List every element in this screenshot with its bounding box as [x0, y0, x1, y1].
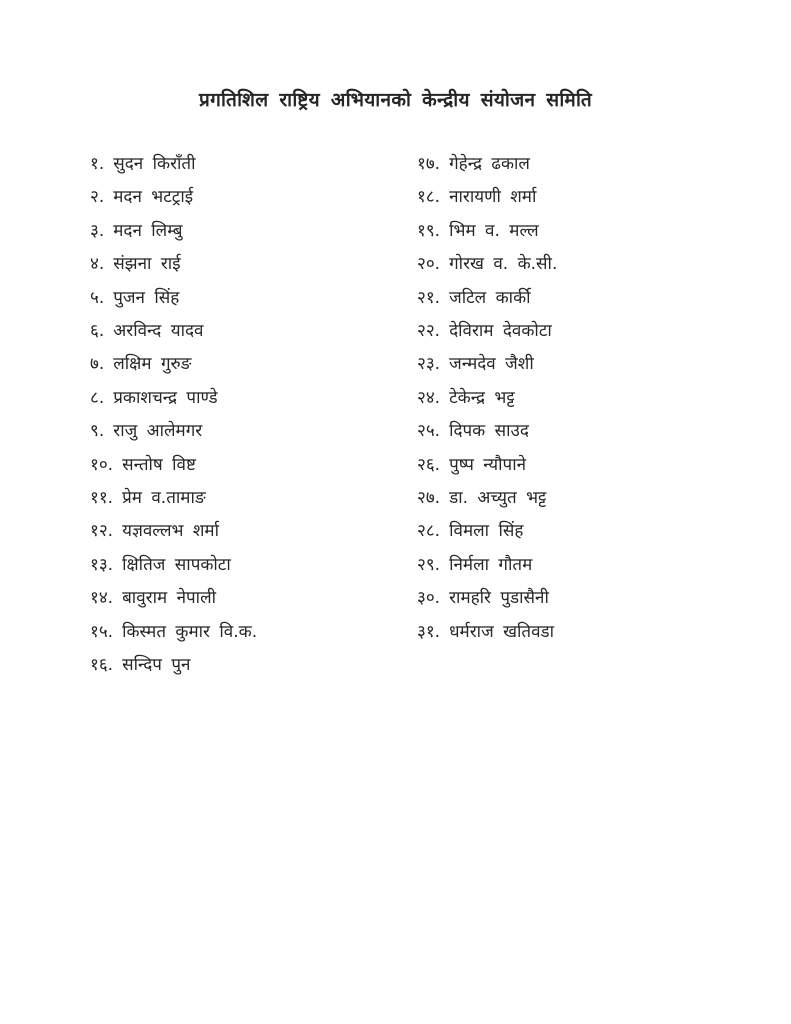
item-number: २९.: [417, 554, 441, 575]
list-item: [417, 616, 791, 649]
item-number: ४.: [90, 254, 105, 275]
item-number: ९.: [90, 421, 105, 442]
item-number: ११.: [90, 488, 114, 509]
member-name: निर्मला गौतम: [449, 554, 533, 575]
member-name: गोरख व. के.सी.: [449, 254, 558, 275]
member-name: बावुराम नेपाली: [122, 588, 217, 609]
member-name: रामहरि पुडासैनी: [449, 588, 549, 609]
member-name: सुदन किराँती: [113, 154, 196, 174]
item-number: १५.: [90, 621, 114, 642]
member-name: जटिल कार्की: [449, 287, 531, 308]
list-item: [417, 449, 791, 482]
member-name: संझना राई: [113, 254, 181, 275]
member-name: मदन भटट्राई: [113, 187, 194, 208]
member-name: देविराम देवकोटा: [449, 321, 552, 342]
member-name: पुजन सिंह: [113, 287, 180, 308]
item-number: ३१.: [417, 621, 441, 642]
member-name: गेहेन्द्र ढकाल: [449, 154, 530, 174]
item-number: २३.: [417, 354, 441, 375]
list-item: [90, 549, 417, 582]
list-item: [417, 282, 791, 315]
list-item: [90, 449, 417, 482]
item-number: १.: [90, 154, 105, 174]
list-item: [90, 315, 417, 348]
item-number: ५.: [90, 287, 105, 308]
item-number: ३०.: [417, 588, 441, 609]
item-number: १८.: [417, 187, 441, 208]
member-name: नारायणी शर्मा: [449, 187, 537, 208]
member-list-right-column: [417, 148, 791, 683]
list-item: [90, 215, 417, 248]
member-name: राजु आलेमगर: [113, 421, 203, 442]
item-number: २७.: [417, 488, 441, 509]
list-item: [90, 148, 417, 181]
member-name: सन्तोष विष्ट: [122, 454, 196, 475]
list-item: [90, 582, 417, 615]
list-item: [90, 415, 417, 448]
list-item: [90, 616, 417, 649]
list-item: [90, 482, 417, 515]
list-item: [417, 148, 791, 181]
item-number: २.: [90, 187, 105, 208]
list-item: [90, 348, 417, 381]
member-name: किस्मत कुमार वि.क.: [122, 621, 258, 642]
member-name: प्रेम व.तामाङ: [122, 488, 206, 509]
item-number: २५.: [417, 421, 441, 442]
item-number: २२.: [417, 321, 441, 342]
member-name: पुष्प न्यौपाने: [449, 454, 527, 475]
list-item: [90, 181, 417, 214]
item-number: १४.: [90, 588, 114, 609]
member-name: विमला सिंह: [449, 521, 524, 542]
list-item: [417, 482, 791, 515]
member-name: धर्मराज खतिवडा: [449, 621, 555, 642]
member-list: [0, 148, 791, 683]
list-item: [90, 515, 417, 548]
item-number: २८.: [417, 521, 441, 542]
list-item: [417, 248, 791, 281]
list-item: [417, 181, 791, 214]
member-name: भिम व. मल्ल: [449, 220, 539, 241]
member-name: अरविन्द यादव: [113, 321, 204, 342]
item-number: २०.: [417, 254, 441, 275]
item-number: १७.: [417, 154, 441, 174]
item-number: २१.: [417, 287, 441, 308]
item-number: ६.: [90, 321, 105, 342]
item-number: ७.: [90, 354, 105, 375]
member-list-left-column: [90, 148, 417, 683]
list-item: [417, 582, 791, 615]
list-item: [417, 315, 791, 348]
member-name: जन्मदेव जैशी: [449, 354, 534, 375]
list-item: [417, 415, 791, 448]
item-number: २६.: [417, 454, 441, 475]
member-name: लक्षिम गुरुङ: [113, 354, 192, 375]
list-item: [90, 248, 417, 281]
list-item: [417, 348, 791, 381]
item-number: १०.: [90, 454, 114, 475]
list-item: [417, 382, 791, 415]
list-item: [90, 649, 417, 682]
item-number: १३.: [90, 554, 114, 575]
page-title: प्रगतिशिल राष्ट्रिय अभियानको केन्द्रीय संयोजन समिति: [198, 89, 593, 111]
item-number: ८.: [90, 387, 105, 408]
member-name: दिपक साउद: [449, 421, 529, 442]
list-item: [90, 382, 417, 415]
item-number: २४.: [417, 387, 441, 408]
item-number: १६.: [90, 655, 114, 676]
member-name: सन्दिप पुन: [122, 655, 191, 676]
member-name: क्षितिज सापकोटा: [122, 554, 231, 575]
member-name: टेकेन्द्र भट्ट: [449, 387, 515, 408]
member-name: मदन लिम्बु: [113, 220, 183, 241]
list-item: [417, 549, 791, 582]
list-item: [417, 515, 791, 548]
list-item: [417, 215, 791, 248]
item-number: ३.: [90, 220, 105, 241]
member-name: डा. अच्युत भट्ट: [449, 488, 547, 509]
member-name: यज्ञवल्लभ शर्मा: [122, 521, 219, 542]
member-name: प्रकाशचन्द्र पाण्डे: [113, 387, 218, 408]
item-number: १२.: [90, 521, 114, 542]
list-item: [90, 282, 417, 315]
item-number: १९.: [417, 220, 441, 241]
